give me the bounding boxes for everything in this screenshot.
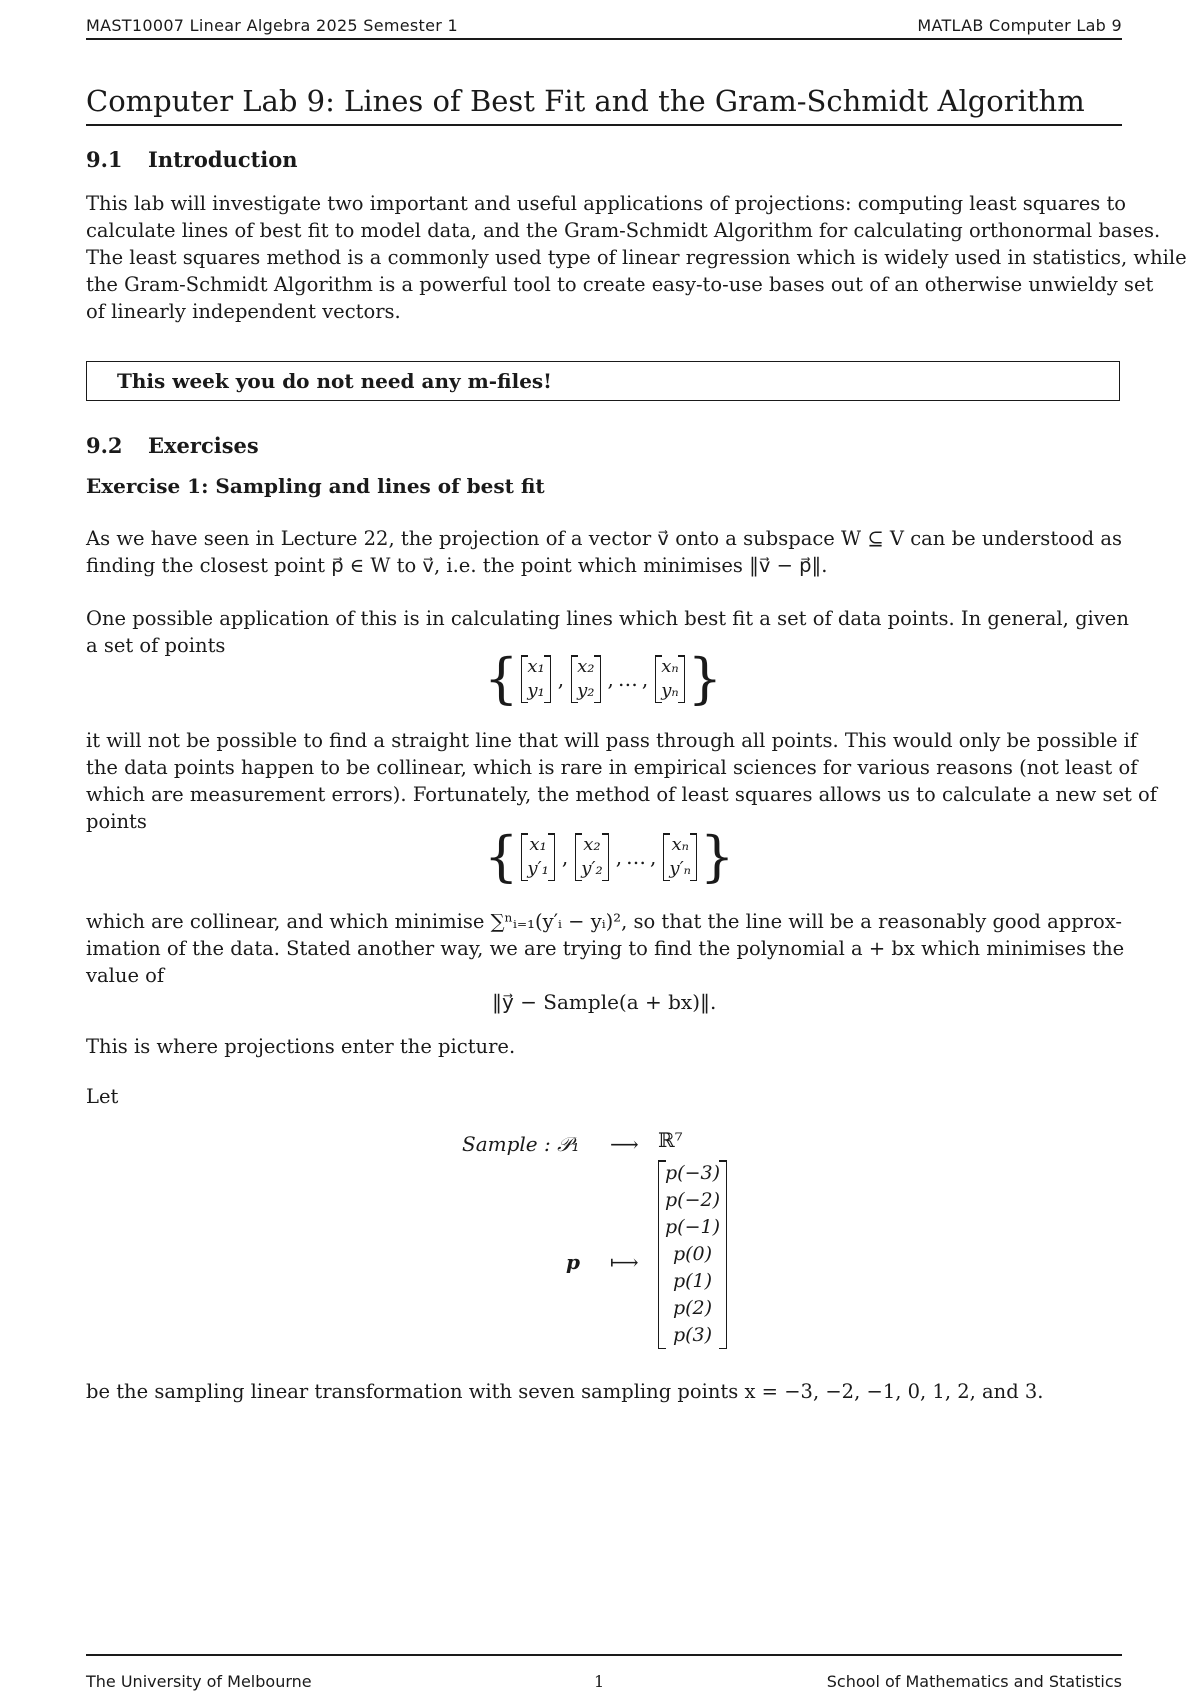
text-line: imation of the data. Stated another way, we are trying to find the polynomial a + bx which minimises the (86, 937, 1125, 960)
paragraph-projections (86, 1033, 1122, 1060)
ellipsis: … (617, 667, 638, 691)
text-line: points (86, 810, 147, 833)
vector-entry: p(−2) (665, 1189, 720, 1211)
vector-entry: p(−1) (665, 1216, 720, 1238)
text-line: The least squares method is a commonly used type of linear regression which is widely used in statistics, while (86, 246, 1187, 269)
text-line: One possible application of this is in calculating lines which best fit a set of data points. In general, given (86, 607, 1129, 630)
column-vector (655, 655, 684, 703)
text-line: This lab will investigate two important and useful applications of projections: computing least squares to (86, 192, 1127, 215)
paragraph-data-points (86, 605, 1129, 659)
map-element: p (566, 1250, 580, 1274)
text-line: be the sampling linear transformation with seven sampling points x = −3, −2, −1, 0, 1, 2, and 3. (86, 1380, 1044, 1403)
vector-entry: yₙ (661, 680, 679, 701)
vector-entry: x₂ (583, 834, 601, 855)
notice-box (86, 361, 1120, 401)
norm-expression: ‖y⃗ − Sample(a + bx)‖. (492, 990, 717, 1014)
vector-entry: y₁ (527, 680, 545, 701)
vector-entry: xₙ (661, 656, 679, 677)
section-heading-exercises (86, 433, 259, 458)
header-rule (86, 38, 1122, 40)
map-codomain: ℝ⁷ (658, 1128, 683, 1152)
column-vector (521, 833, 554, 881)
footer-left: The University of Melbourne (86, 1672, 312, 1691)
paragraph-projection (86, 525, 1122, 579)
text-line: a set of points (86, 634, 226, 657)
column-vector (658, 1160, 727, 1349)
vector-entry: y′ₙ (669, 858, 691, 879)
map-domain: Sample : 𝒫₁ (462, 1132, 580, 1156)
title-rule (86, 124, 1122, 126)
header-right: MATLAB Computer Lab 9 (917, 16, 1122, 35)
section-heading-introduction (86, 147, 298, 172)
footer-rule (86, 1654, 1122, 1656)
paragraph-let (86, 1083, 1122, 1110)
point-set-original: { x₁ y₁ , x₂ y₂ , … , xₙ yₙ } (484, 647, 723, 710)
page-number: 1 (594, 1672, 605, 1691)
left-brace: { (484, 825, 519, 888)
vector-entry: y₂ (577, 680, 595, 701)
page-title: Computer Lab 9: Lines of Best Fit and the Gram-Schmidt Algorithm (86, 84, 1085, 118)
header-left: MAST10007 Linear Algebra 2025 Semester 1 (86, 16, 459, 35)
vector-entry: p(−3) (665, 1162, 720, 1184)
vector-entry: p(2) (672, 1297, 713, 1319)
vector-entry: xₙ (671, 834, 689, 855)
paragraph-minimise (86, 908, 1125, 989)
column-vector (521, 655, 550, 703)
text-line: the data points happen to be collinear, which is rare in empirical sciences for various reasons (not least of (86, 756, 1138, 779)
maps-to-arrow: ⟼ (610, 1250, 639, 1274)
text-line: Let (86, 1085, 119, 1108)
vector-entry: p(3) (672, 1324, 713, 1346)
section-number: 9.1 (86, 147, 123, 172)
vector-entry: x₁ (527, 656, 545, 677)
column-vector (663, 833, 697, 881)
vector-entry: x₂ (577, 656, 595, 677)
section-number: 9.2 (86, 433, 123, 458)
vector-entry: y′₁ (527, 858, 549, 879)
sample-vector (658, 1160, 727, 1349)
text-line: finding the closest point p⃗ ∈ W to v⃗, i.e. the point which minimises ‖v⃗ − p⃗‖. (86, 554, 828, 577)
exercise-heading: Exercise 1: Sampling and lines of best fit (86, 474, 545, 498)
text-line: the Gram-Schmidt Algorithm is a powerful tool to create easy-to-use bases out of an otherwise unwieldy set (86, 273, 1154, 296)
text-line: which are collinear, and which minimise ∑ⁿᵢ₌₁(y′ᵢ − yᵢ)², so that the line will be a reasonably good approx- (86, 910, 1122, 933)
vector-entry: p(1) (672, 1270, 713, 1292)
section-title: Introduction (148, 147, 298, 172)
map-arrow: ⟶ (610, 1132, 639, 1156)
paragraph-collinear (86, 727, 1158, 835)
intro-paragraph (86, 190, 1187, 325)
notice-text: This week you do not need any m-files! (117, 369, 552, 393)
vector-entry: p(0) (672, 1243, 713, 1265)
text-line: of linearly independent vectors. (86, 300, 401, 323)
vector-entry: x₁ (529, 834, 547, 855)
right-brace: } (687, 647, 723, 710)
point-set-fitted: { x₁ y′₁ , x₂ y′₂ , … , xₙ y′ₙ } (484, 825, 735, 888)
ellipsis: … (626, 845, 647, 869)
vector-entry: y′₂ (581, 858, 603, 879)
section-title: Exercises (148, 433, 259, 458)
text-line: value of (86, 964, 165, 987)
column-vector (575, 833, 608, 881)
footer-right: School of Mathematics and Statistics (826, 1672, 1122, 1691)
right-brace: } (699, 825, 735, 888)
text-line: This is where projections enter the picture. (86, 1035, 516, 1058)
text-line: which are measurement errors). Fortunately, the method of least squares allows us to calculate a new set of (86, 783, 1158, 806)
column-vector (571, 655, 600, 703)
text-line: it will not be possible to find a straight line that will pass through all points. This would only be possible if (86, 729, 1138, 752)
left-brace: { (484, 647, 519, 710)
paragraph-sampling (86, 1378, 1122, 1405)
text-line: calculate lines of best fit to model data, and the Gram-Schmidt Algorithm for calculating orthonormal bases. (86, 219, 1161, 242)
text-line: As we have seen in Lecture 22, the projection of a vector v⃗ onto a subspace W ⊆ V can be understood as (86, 527, 1122, 550)
